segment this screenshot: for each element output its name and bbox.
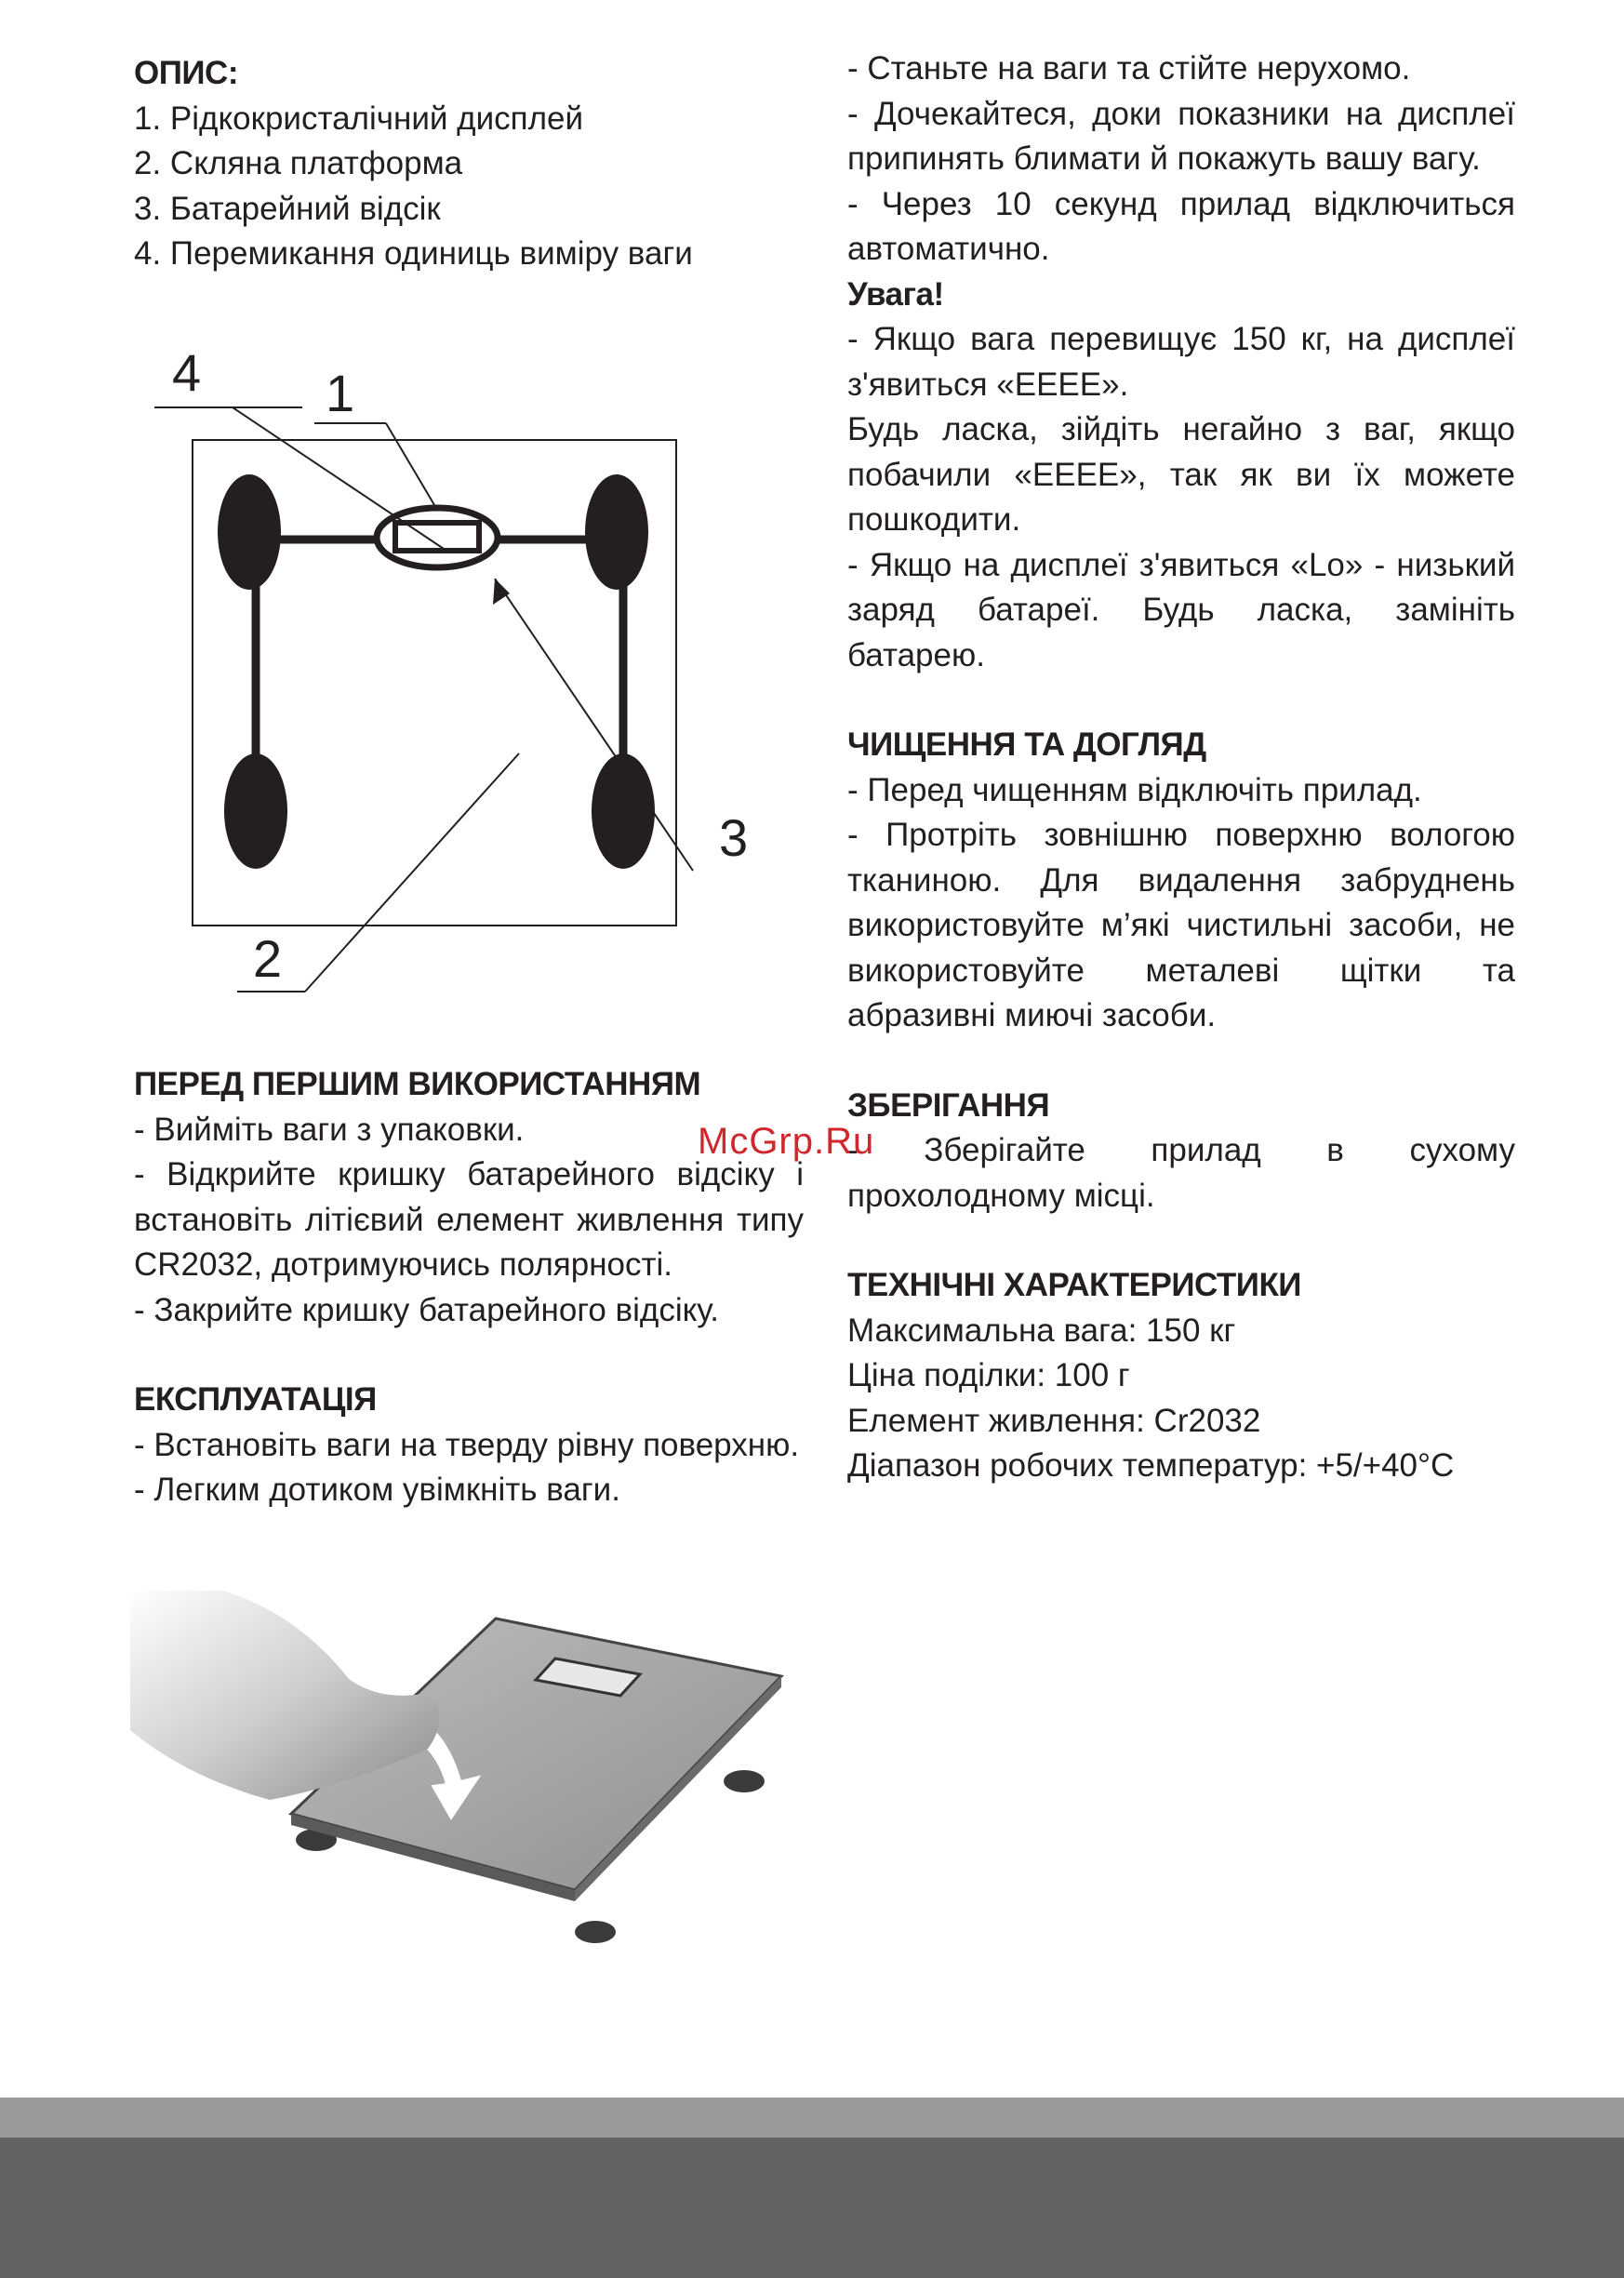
lcd-display [395,523,479,551]
operation-line: - Через 10 секунд прилад відключиться автоматично. [847,185,1515,267]
arrow-head [493,579,510,605]
description-item: 4. Перемикання одиниць виміру ваги [134,235,693,272]
footer-band-light [0,2098,1624,2139]
description-item: 1. Рідкокристалічний дисплей [134,100,584,137]
diagram-label-4: 4 [172,343,202,402]
leader-line-1 [386,423,437,510]
description-item: 3. Батарейний відсік [134,190,441,227]
specs-line: Ціна поділки: 100 г [847,1357,1130,1393]
specs-line: Елемент живлення: Cr2032 [847,1402,1261,1439]
foot-pad [218,474,281,590]
storage-title: ЗБЕРІГАННЯ [847,1086,1050,1124]
foot-pad [585,474,648,590]
before-use-line: - Закрийте кришку батарейного відсіку. [134,1291,720,1328]
storage-line: - Зберігайте прилад в сухому прохолодному місці. [847,1132,1515,1214]
foot-pad [224,753,287,869]
diagram-label-3: 3 [719,808,749,867]
before-use-line: - Відкрийте кришку батарейного відсіку і встановіть літієвий елемент живлення типу CR2032, дотримуючись полярності. [134,1156,804,1283]
operation-line: - Станьте на ваги та стійте нерухомо. [847,50,1411,87]
cleaning-title: ЧИЩЕННЯ ТА ДОГЛЯД [847,726,1206,763]
scale-diagram [149,343,749,1014]
diagram-label-2: 2 [253,929,283,988]
cleaning-line: - Перед чищенням відключіть прилад. [847,771,1422,808]
description-item: 2. Скляна платформа [134,145,463,181]
cleaning-line: - Протріть зовнішню поверхню вологою тканиною. Для видалення забруднень використовуйте м’які чистильні засоби, не використовуйте металеві щітки та абразивні миючі засоби. [847,817,1515,1033]
specs-line: Максимальна вага: 150 кг [847,1312,1236,1349]
diagram-label-1: 1 [326,364,355,422]
watermark: McGrp.Ru [698,1121,875,1162]
foot-on-scale-illustration [130,1591,800,1981]
scale-foot [575,1921,616,1943]
right-column [847,47,1515,1489]
specs-title: ТЕХНІЧНІ ХАРАКТЕРИСТИКИ [847,1267,1301,1303]
warning-line: - Якщо вага перевищує 150 кг, на дисплеї з'явиться «ЕЕЕЕ». [847,321,1515,403]
operation-line: - Дочекайтеся, доки показники на дисплеї припинять блимати й покажуть вашу вагу. [847,95,1515,177]
footer-band-dark [0,2138,1624,2278]
operation-line: - Легким дотиком увімкніть ваги. [134,1472,620,1508]
leader-line-2 [305,753,519,992]
foot-pad [592,753,655,869]
scale-foot [724,1770,765,1792]
before-use-line: - Вийміть ваги з упаковки. [134,1111,525,1148]
before-use-title: ПЕРЕД ПЕРШИМ ВИКОРИСТАННЯМ [134,1066,701,1102]
left-column [134,51,804,277]
warning-line: Будь ласка, зійдіть негайно з ваг, якщо побачили «ЕЕЕЕ», так як ви їх можете пошкодити. [847,411,1515,538]
specs-line: Діапазон робочих температур: +5/+40°С [847,1447,1455,1484]
warning-line: - Якщо на дисплеї з'явиться «Lo» - низький заряд батареї. Будь ласка, замініть батарею. [847,546,1515,673]
warning-title: Увага! [847,275,944,313]
operation-line: - Встановіть ваги на тверду рівну поверхню. [134,1426,800,1463]
operation-title: ЕКСПЛУАТАЦІЯ [134,1381,377,1418]
description-title: ОПИС: [134,55,238,91]
